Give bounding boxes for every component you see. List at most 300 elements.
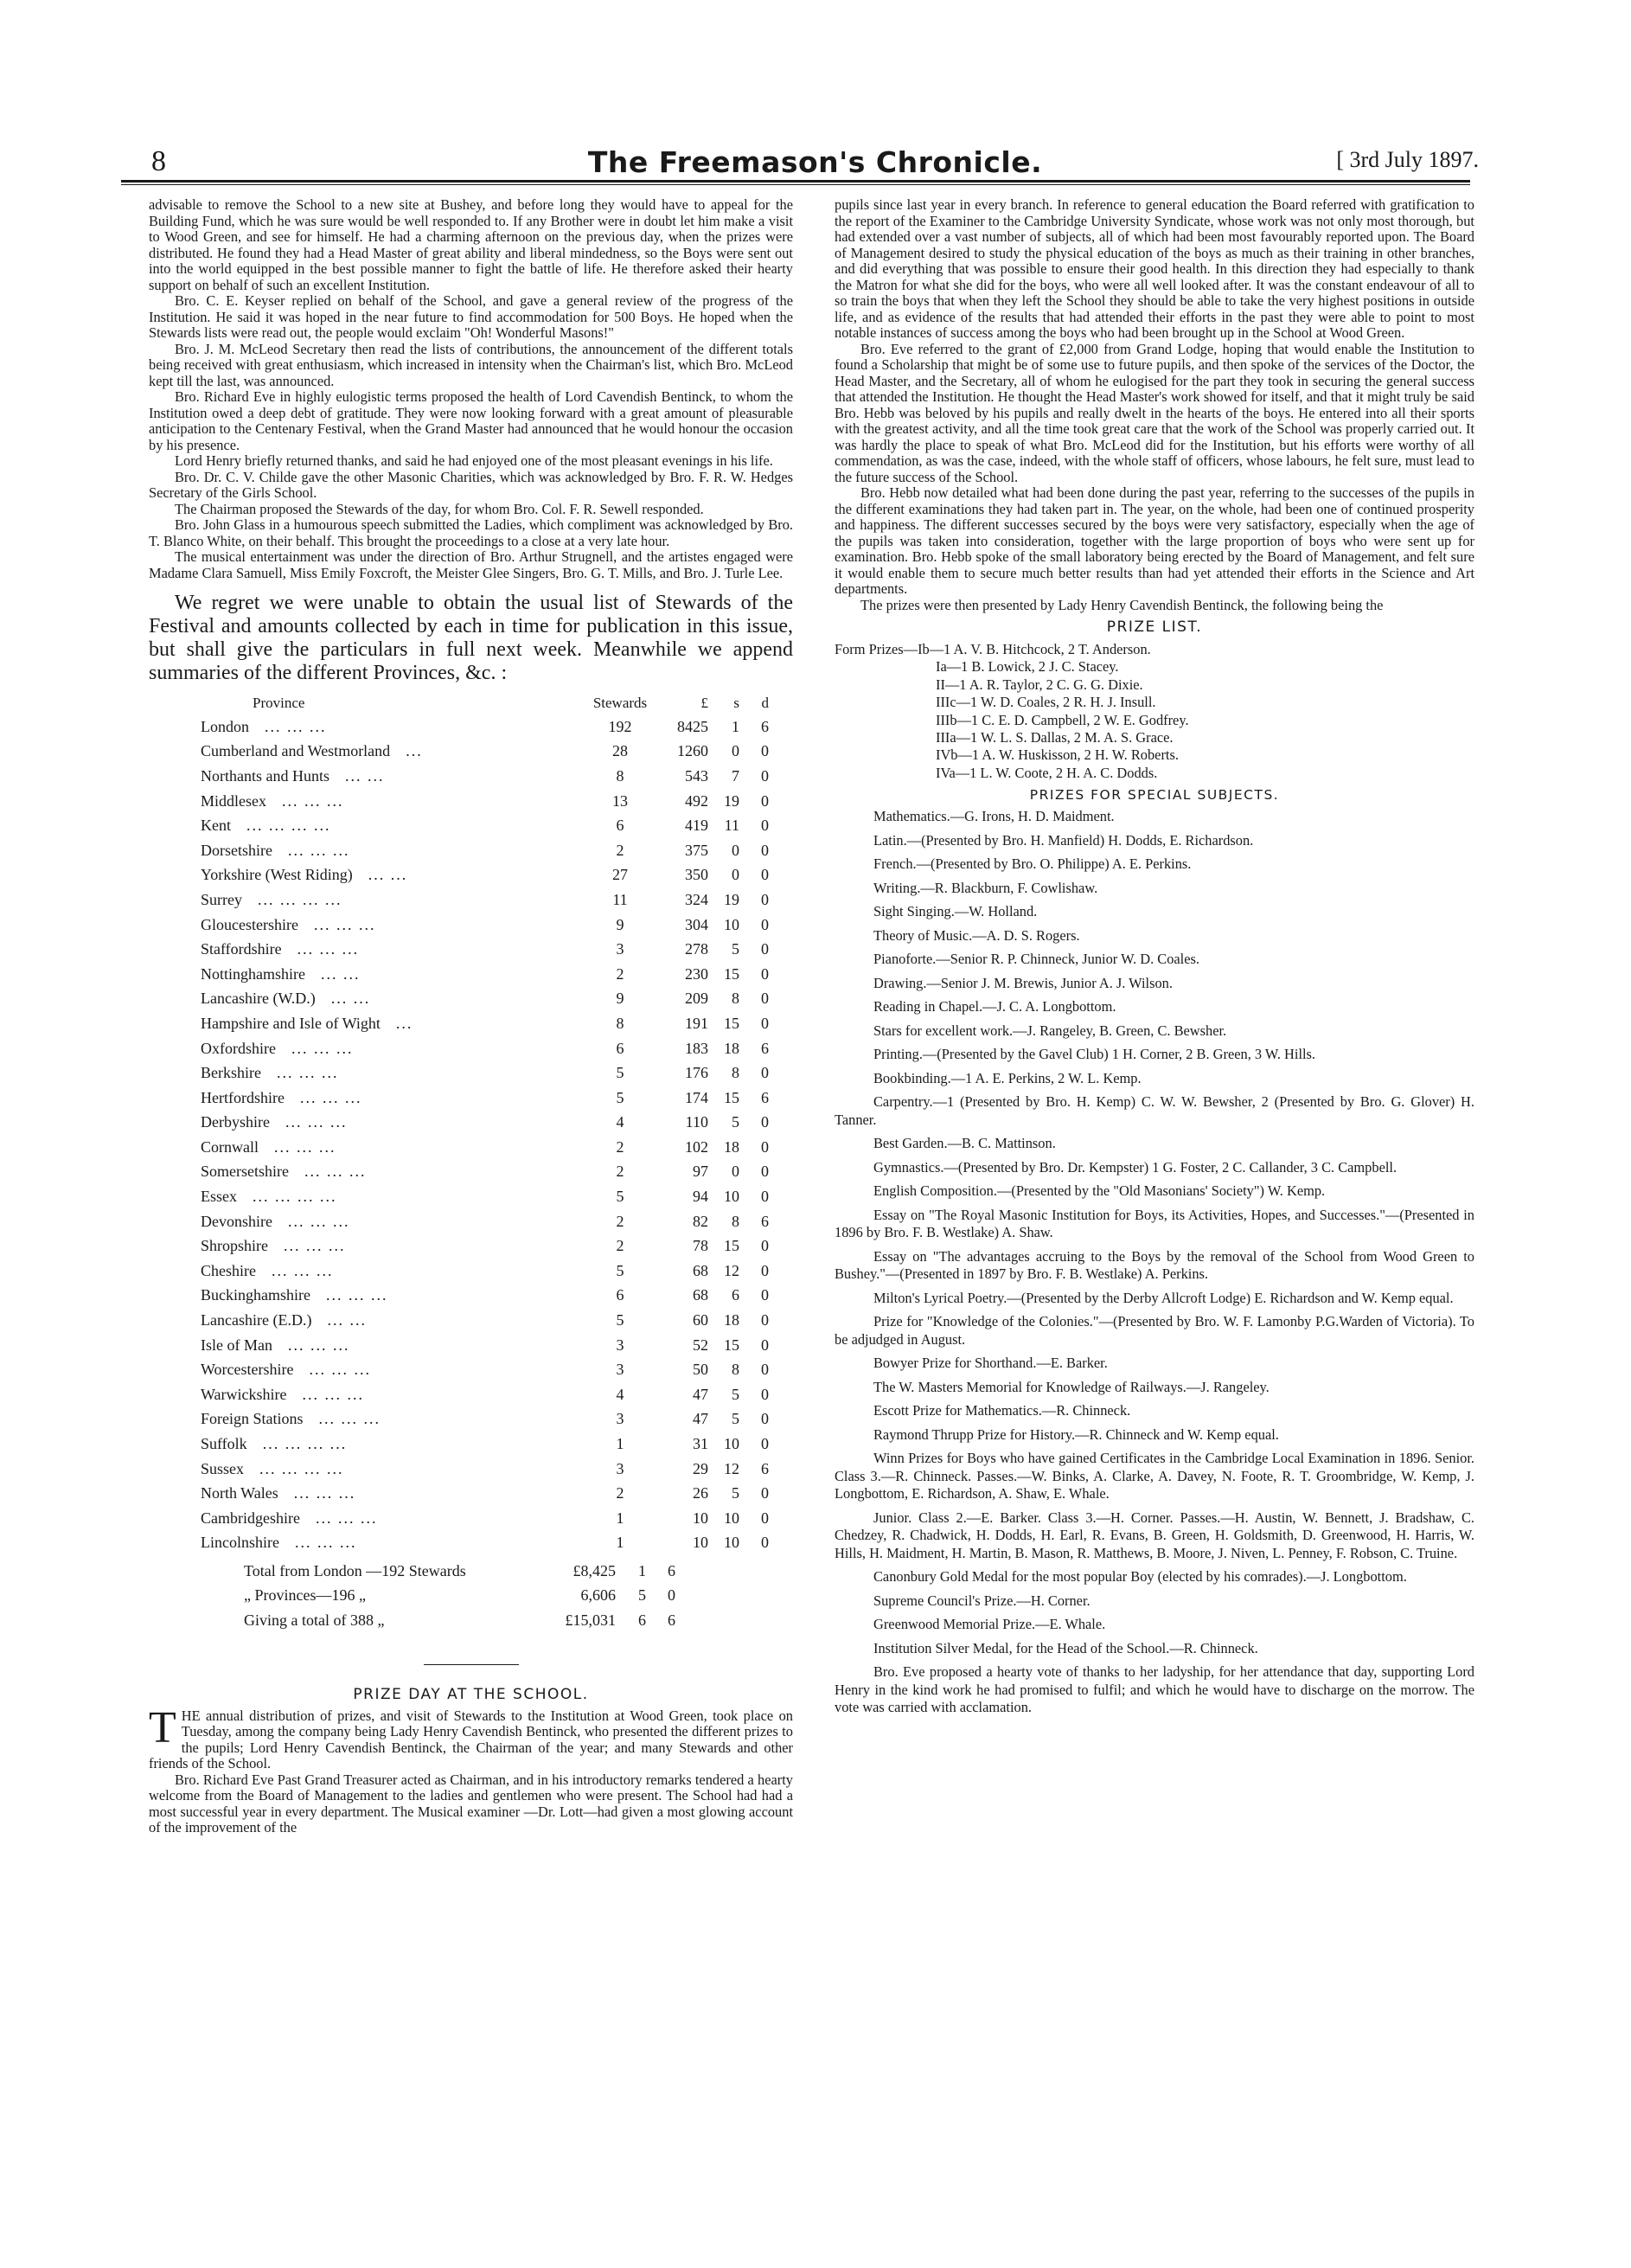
stewards-cell: 2 [616,1212,624,1230]
pence-cell: 0 [761,1113,769,1131]
drop-cap: T [149,1702,176,1752]
table-row [201,813,769,838]
prize-entry: Theory of Music.—A. D. S. Rogers. [873,926,1080,944]
prize-entry: Carpentry.—1 (Presented by Bro. H. Kemp) C. W. W. Bewsher, 2 (Presented by Bro. G. Glover) H. Tanner. [835,1093,1474,1128]
dot-leader: ... ... ... ... [246,817,331,835]
prize-line: Form Prizes—Ib—1 A. V. B. Hitchcock, 2 T. Anderson. [835,641,1151,657]
province-name: Somersetshire [201,1163,289,1181]
newspaper-title: The Freemason's Chronicle. [587,145,1043,179]
entry-gap [835,1396,1474,1402]
prize-entry: Bookbinding.—1 A. E. Perkins, 2 W. L. Kemp. [873,1069,1142,1086]
prize-entry: Bro. Eve proposed a hearty vote of thanks to her ladyship, for her attendance that day, supporting Lord Henry in the kind work he had promised to fulfil; and which he would have to discharge on the morrow. The vote was carried with acclamation. [835,1663,1474,1716]
province-cell [201,1506,577,1531]
totals-table [244,1559,675,1633]
prize-line: Ia—1 B. Lowick, 2 J. C. Stacey. [936,658,1119,676]
province-name: Surrey [201,890,242,908]
prize-entry: Sight Singing.—W. Holland. [873,903,1038,920]
pounds-cell: 8425 [677,717,708,735]
pounds-cell: 97 [693,1163,708,1181]
total-shillings: 6 [638,1611,646,1629]
entry-gap [835,1201,1474,1207]
province-cell [201,863,577,888]
total-pounds: 6,606 [580,1586,616,1605]
pounds-cell: 110 [685,1113,708,1131]
table-row [201,887,769,913]
page-number: 8 [151,145,166,177]
dot-leader: ... ... ... [271,1261,334,1279]
table-row [201,1531,769,1556]
table-row [201,1233,769,1259]
dot-leader: ... ... ... ... [262,1435,348,1453]
entry-gap [835,1153,1474,1159]
table-row [201,1457,769,1482]
province-cell [201,714,577,740]
entry-gap [835,1444,1474,1450]
article-paragraph [149,1702,793,1772]
pounds-cell: 304 [685,915,708,933]
dot-leader: ... ... ... [315,1509,378,1527]
shillings-cell: 19 [724,791,739,810]
pence-cell: 0 [761,1311,769,1329]
table-row [201,1036,769,1061]
stewards-cell: 1 [616,1534,624,1552]
prize-entry: Milton's Lyrical Poetry.—(Presented by the Derby Allcroft Lodge) E. Richardson and W. Kemp equal. [873,1289,1454,1306]
shillings-cell: 0 [732,742,739,760]
masthead [151,145,1479,182]
article-paragraph: Bro. Dr. C. V. Childe gave the other Masonic Charities, which was acknowledged by Bro. F. R. W. Hedges Secretary of the Girls School. [149,468,793,501]
entry-gap [835,1176,1474,1182]
province-cell [201,1407,577,1432]
dot-leader: ... ... ... [297,940,360,958]
pounds-cell: 191 [685,1014,708,1032]
header-pence: d [761,695,769,711]
province-name: Warwickshire [201,1385,287,1403]
stewards-cell: 2 [616,964,624,983]
province-name: Isle of Man [201,1336,272,1354]
province-cell [201,987,577,1012]
stewards-cell: 5 [616,1311,624,1329]
shillings-cell: 5 [732,1385,739,1403]
stewards-cell: 1 [616,1435,624,1453]
pence-cell: 0 [761,1188,769,1206]
pence-cell: 0 [761,1410,769,1428]
stewards-cell: 28 [612,742,628,760]
pence-cell: 0 [761,964,769,983]
entry-gap [835,1503,1474,1509]
province-cell [201,887,577,913]
province-name: Northants and Hunts [201,766,329,785]
table-row [201,740,769,765]
prize-list-heading: PRIZE LIST. [1106,618,1203,636]
table-row [201,1160,769,1185]
stewards-cell: 2 [616,1163,624,1181]
article-paragraph: The Chairman proposed the Stewards of the day, for whom Bro. Col. F. R. Sewell responded. [175,500,704,517]
dot-leader: ... ... ... [287,1336,350,1354]
shillings-cell: 15 [724,1336,739,1354]
pence-cell: 0 [761,890,769,908]
table-row [201,937,769,962]
prize-entry: Writing.—R. Blackburn, F. Cowlishaw. [873,879,1098,896]
table-row [201,1333,769,1358]
province-cell [201,740,577,765]
pounds-cell: 29 [693,1459,708,1477]
pence-cell: 0 [761,1137,769,1156]
prize-entry: Prize for "Knowledge of the Colonies."—(Presented by Bro. W. F. Lamonby P.G.Warden of Victoria). To be adjudged in August. [835,1313,1474,1348]
table-row [201,1259,769,1284]
province-cell [201,1308,577,1333]
shillings-cell: 15 [724,1237,739,1255]
pounds-cell: 50 [693,1361,708,1379]
pence-cell: 0 [761,1064,769,1082]
province-name: Kent [201,817,231,835]
province-cell [201,789,577,814]
pence-cell: 6 [761,1088,769,1106]
prize-entry: Greenwood Memorial Prize.—E. Whale. [873,1616,1106,1633]
section-divider [424,1664,519,1665]
total-label: „ Provinces—196 „ [244,1586,366,1605]
shillings-cell: 11 [724,817,739,835]
dot-leader: ... ... [320,964,361,983]
table-row [201,1111,769,1136]
pence-cell: 0 [761,1336,769,1354]
entry-gap [835,992,1474,998]
pounds-cell: 183 [685,1039,708,1057]
stewards-cell: 1 [616,1509,624,1527]
shillings-cell: 10 [724,1534,739,1552]
pence-cell: 0 [761,1014,769,1032]
table-row [201,1308,769,1333]
province-cell [201,1036,577,1061]
pence-cell: 0 [761,742,769,760]
pounds-cell: 68 [693,1261,708,1279]
total-pounds: £8,425 [572,1561,616,1579]
shillings-cell: 1 [732,717,739,735]
pounds-cell: 52 [693,1336,708,1354]
province-name: Dorsetshire [201,841,272,859]
province-name: Oxfordshire [201,1039,276,1057]
article-paragraph: Bro. Hebb now detailed what had been done during the past year, referring to the successes of the pupils in the different examinations they had taken part in. The year, on the whole, had been one of continued prosperity and happiness. The different successes secured by the boys were very satisfactory, especially when the age of the pupils was taken into consideration, together with the large proportion of boys who were sent up for examination. Bro. Hebb spoke of the small laboratory being erected by the Board of Management, and felt sure it would enable them to secure much better results than had yet attended their efforts in the Science and Art departments. [835,484,1474,597]
province-name: Cornwall [201,1137,259,1156]
province-cell [201,1284,577,1309]
article-paragraph: Bro. Richard Eve in highly eulogistic terms proposed the health of Lord Cavendish Bentinck, to whom the Institution owed a deep debt of gratitude. They were now looking forward with a great amount of pleasurable anticipation to the Centenary Festival, when the Grand Master had announced that he would honour the occasion by his presence. [149,388,793,453]
table-row [201,987,769,1012]
table-row [201,1086,769,1111]
shillings-cell: 15 [724,1088,739,1106]
table-header-row [201,692,769,714]
pence-cell: 0 [761,1361,769,1379]
province-name: Essex [201,1188,237,1206]
stewards-cell: 9 [616,990,624,1008]
entry-gap [835,1634,1474,1640]
pounds-cell: 492 [685,791,708,810]
province-cell [201,1357,577,1382]
prize-entry: Latin.—(Presented by Bro. H. Manfield) H. Dodds, E. Richardson. [873,831,1254,849]
dot-leader: ... ... [330,990,371,1008]
entry-gap [835,945,1474,951]
prize-entry: Essay on "The advantages accruing to the Boys by the removal of the School from Wood Green to Bushey."—(Presented in 1897 by Bro. F. B. Westlake) A. Perkins. [835,1247,1474,1283]
shillings-cell: 19 [724,890,739,908]
masthead-rule-thin [121,184,1470,185]
shillings-cell: 5 [732,1113,739,1131]
stewards-cell: 3 [616,1336,624,1354]
stewards-cell: 13 [612,791,628,810]
province-cell [201,1432,577,1457]
shillings-cell: 5 [732,940,739,958]
dot-leader: ... ... ... ... [259,1459,344,1477]
shillings-cell: 12 [724,1459,739,1477]
table-row [201,1407,769,1432]
stewards-cell: 6 [616,1039,624,1057]
article-paragraph: Bro. Richard Eve Past Grand Treasurer acted as Chairman, and in his introductory remarks tendered a hearty welcome from the Board of Management to the ladies and gentlemen who were present. The School had had a most successful year in every department. The Musical examiner —Dr. Lott—had given a most glowing account of the improvement of the [149,1771,793,1836]
pence-cell: 0 [761,1534,769,1552]
table-row [201,1209,769,1234]
pence-cell: 0 [761,791,769,810]
shillings-cell: 8 [732,1064,739,1082]
prize-entry: Raymond Thrupp Prize for History.—R. Chinneck and W. Kemp equal. [873,1426,1279,1443]
pence-cell: 6 [761,717,769,735]
dot-leader: ... ... ... [309,1361,371,1379]
dot-leader: ... ... ... ... [253,1188,337,1206]
entry-gap [835,874,1474,880]
dot-leader: ... ... ... [293,1484,356,1502]
prize-entry: Printing.—(Presented by the Gavel Club) 1 H. Corner, 2 B. Green, 3 W. Hills. [873,1046,1316,1063]
dot-leader: ... ... ... ... [258,890,342,908]
province-cell [201,1333,577,1358]
table-row [201,1011,769,1036]
dot-leader: ... ... ... [287,841,350,859]
pounds-cell: 47 [693,1410,708,1428]
dot-leader: ... [406,742,423,760]
prize-entry: Junior. Class 2.—E. Barker. Class 3.—H. Corner. Passes.—H. Austin, W. Bennett, J. Bradshaw, C. Chedzey, R. Chadwick, H. Dodds, H. Earl, R. Evans, B. Green, H. Goldsmith, D. Greenwood, H. Harris, W. Hills, H. Maidment, H. Martin, B. Mason, R. Matthews, B. Moore, J. Niven, L. Penney, F. Robson, C. Truine. [835,1509,1474,1561]
province-cell [201,1086,577,1111]
prize-entry: Pianoforte.—Senior R. P. Chinneck, Junior W. D. Coales. [873,951,1199,968]
total-shillings: 1 [638,1561,646,1579]
paragraph-text: HE annual distribution of prizes, and visit of Stewards to the Institution at Wood Green, took place on Tuesday, among the company being Lady Henry Cavendish Bentinck, who presented the different prizes to the pupils; Lord Henry Cavendish Bentinck, the Chairman of the year; and many Stewards and other friends of the School. [149,1707,793,1772]
dot-leader: ... ... ... [313,915,376,933]
pence-cell: 0 [761,940,769,958]
prize-entry: Mathematics.—G. Irons, H. D. Maidment. [873,808,1115,825]
masthead-rule [121,180,1470,183]
article-paragraph: advisable to remove the School to a new site at Bushey, and before long they would have to appeal for the Building Fund, which he was sure would be well responded to. If any Brother were in doubt let him make a visit to Wood Green, and see for himself. He had a charming afternoon on the previous day, when the prizes were distributed. He found they had a Head Master of great ability and liberal mindedness, so the Boys were sent out into the world equipped in the best possible manner to fight the battle of life. He therefore asked their hearty support on behalf of such an excellent Institution. [149,196,793,293]
stewards-cell: 4 [616,1385,624,1403]
pence-cell: 0 [761,990,769,1008]
prize-line: IIIb—1 C. E. D. Campbell, 2 W. E. Godfrey. [936,711,1189,728]
table-row [201,838,769,863]
pence-cell: 0 [761,841,769,859]
prize-entry: English Composition.—(Presented by the "Old Masonians' Society") W. Kemp. [873,1182,1326,1200]
stewards-cell: 2 [616,1237,624,1255]
table-row [201,913,769,938]
province-cell [201,913,577,938]
form-prizes [835,641,1474,782]
pounds-cell: 375 [685,841,708,859]
stewards-cell: 6 [616,817,624,835]
pence-cell: 0 [761,1286,769,1304]
dot-leader: ... ... ... [282,791,344,810]
shillings-cell: 5 [732,1484,739,1502]
dot-leader: ... ... [368,866,408,884]
pence-cell: 0 [761,1385,769,1403]
pounds-cell: 278 [685,940,708,958]
shillings-cell: 10 [724,1188,739,1206]
prize-entry: Drawing.—Senior J. M. Brewis, Junior A. J. Wilson. [873,974,1173,991]
table-row [201,764,769,789]
province-name: London [201,717,249,735]
pence-cell: 0 [761,1509,769,1527]
pounds-cell: 82 [693,1212,708,1230]
prize-entry: Essay on "The Royal Masonic Institution for Boys, its Activities, Hopes, and Successes."—(Presented in 1896 by Bro. F. B. Westlake) A. Shaw. [835,1206,1474,1241]
shillings-cell: 8 [732,1361,739,1379]
entry-gap [835,849,1474,855]
stewards-cell: 4 [616,1113,624,1131]
stewards-cell: 5 [616,1088,624,1106]
province-cell [201,1531,577,1556]
entry-gap [835,897,1474,903]
total-pounds: £15,031 [565,1611,616,1629]
pence-cell: 6 [761,1212,769,1230]
prize-line: IIIc—1 W. D. Coales, 2 R. H. J. Insull. [936,694,1156,711]
dot-leader: ... ... ... [274,1137,336,1156]
stewards-cell: 3 [616,1459,624,1477]
dot-leader: ... ... [344,766,385,785]
stewards-cell: 9 [616,915,624,933]
table-row [201,714,769,740]
dot-leader: ... ... ... [265,717,327,735]
province-name: Derbyshire [201,1113,270,1131]
stewards-cell: 3 [616,940,624,958]
pence-cell: 0 [761,1484,769,1502]
shillings-cell: 0 [732,866,739,884]
prize-entry: Best Garden.—B. C. Mattinson. [873,1135,1056,1152]
shillings-cell: 5 [732,1410,739,1428]
pounds-cell: 419 [685,817,708,835]
province-cell [201,1184,577,1209]
stewards-table [201,692,769,1555]
prize-line: IVb—1 A. W. Huskisson, 2 H. W. Roberts. [936,746,1179,764]
stewards-cell: 6 [616,1286,624,1304]
stewards-cell: 192 [608,717,632,735]
province-cell [201,1060,577,1086]
article-paragraph: Bro. Eve referred to the grant of £2,000 from Grand Lodge, hoping that would enable the Institution to found a Scholarship that might be of some use to future pupils, and then spoke of the services of the Doctor, the Head Master, and the Secretary, all of whom he eulogised for the part they took in securing the general success that attended the Institution. He thought the Head Master's work showed for itself, and that it might truly be said Bro. Hebb was beloved by his pupils and really dwelt in the hearts of the boys. He entered into all their sports with the greatest activity, and all the time took great care that the work of the School was properly carried out. It was hardly the place to speak of what Bro. McLeod did for the Institution, but his efforts were worthy of all commendation, as was the case, indeed, with the whole staff of officers, whose labours, he felt sure, must lead to the future success of the School. [835,340,1474,485]
issue-date: [ 3rd July 1897. [1336,147,1479,172]
shillings-cell: 7 [732,766,739,785]
stewards-cell: 2 [616,1137,624,1156]
entry-gap [835,1610,1474,1616]
article-paragraph: The musical entertainment was under the direction of Bro. Arthur Strugnell, and the artistes engaged were Madame Clara Samuell, Miss Emily Foxcroft, the Meister Glee Singers, Bro. G. T. Mills, and Bro. J. Turle Lee. [149,548,793,581]
entry-gap [835,1562,1474,1568]
province-cell [201,1209,577,1234]
province-cell [201,838,577,863]
editorial-notice: We regret we were unable to obtain the usual list of Stewards of the Festival and amounts collected by each in time for publication in this issue, but shall give the particulars in full next week. Meanwhile we append summaries of the different Provinces, &c. : [149,592,793,684]
table-row [201,1481,769,1506]
stewards-cell: 3 [616,1361,624,1379]
right-column [835,197,1474,1717]
header-stewards: Stewards [592,695,648,711]
entry-gap [835,1087,1474,1093]
table-row [201,1432,769,1457]
province-cell [201,1382,577,1407]
dot-leader: ... ... ... [304,1163,367,1181]
province-name: Gloucestershire [201,915,298,933]
pence-cell: 0 [761,1261,769,1279]
special-prizes-heading: PRIZES FOR SPECIAL SUBJECTS. [1029,787,1280,804]
province-name: Yorkshire (West Riding) [201,866,353,884]
dot-leader: ... ... ... [294,1534,357,1552]
pounds-cell: 60 [693,1311,708,1329]
table-row [201,962,769,987]
pounds-cell: 10 [693,1534,708,1552]
table-row [201,1184,769,1209]
province-name: Buckinghamshire [201,1286,310,1304]
province-name: Lancashire (E.D.) [201,1311,312,1329]
province-cell [201,1011,577,1036]
pence-cell: 0 [761,1163,769,1181]
province-cell [201,1111,577,1136]
prize-entry: French.—(Presented by Bro. O. Philippe) A. E. Perkins. [873,855,1192,873]
total-label: Total from London —192 Stewards [244,1561,466,1579]
prize-entry: Gymnastics.—(Presented by Bro. Dr. Kempster) 1 G. Foster, 2 C. Callander, 3 C. Campbell. [873,1158,1398,1176]
stewards-cell: 11 [612,890,628,908]
article-paragraph: Bro. J. M. McLeod Secretary then read the lists of contributions, the announcement of the different totals being received with great enthusiasm, which increased in intensity when the Chairman's list, which Bro. McLeod kept till the last, was announced. [149,340,793,389]
dot-leader: ... ... ... [318,1410,381,1428]
province-cell [201,764,577,789]
prize-entry: Bowyer Prize for Shorthand.—E. Barker. [873,1355,1108,1372]
entry-gap [835,921,1474,927]
shillings-cell: 12 [724,1261,739,1279]
pounds-cell: 543 [685,766,708,785]
shillings-cell: 18 [724,1311,739,1329]
table-row [201,1284,769,1309]
province-name: Cumberland and Westmorland [201,742,391,760]
shillings-cell: 8 [732,1212,739,1230]
pence-cell: 0 [761,817,769,835]
entry-gap [835,1657,1474,1663]
entry-gap [835,1064,1474,1070]
entry-gap [835,969,1474,975]
pounds-cell: 68 [693,1286,708,1304]
province-name: Cambridgeshire [201,1509,300,1527]
pounds-cell: 94 [693,1188,708,1206]
shillings-cell: 10 [724,1435,739,1453]
entry-gap [835,1284,1474,1290]
dot-leader: ... ... ... [302,1385,365,1403]
prize-day-heading: PRIZE DAY AT THE SCHOOL. [353,1685,589,1703]
province-cell [201,1457,577,1482]
table-row [201,1506,769,1531]
province-name: Hampshire and Isle of Wight [201,1014,381,1032]
stewards-cell: 5 [616,1261,624,1279]
stewards-cell: 8 [616,1014,624,1032]
prize-entry: The W. Masters Memorial for Knowledge of Railways.—J. Rangeley. [873,1378,1270,1395]
province-name: Staffordshire [201,940,282,958]
dot-leader: ... ... ... [325,1286,388,1304]
prize-entry: Institution Silver Medal, for the Head of the School.—R. Chinneck. [873,1639,1258,1656]
prize-line: IVa—1 L. W. Coote, 2 H. A. C. Dodds. [936,764,1158,781]
total-row [244,1608,675,1633]
pence-cell: 6 [761,1039,769,1057]
header-province: Province [253,695,305,711]
province-name: Hertfordshire [201,1088,285,1106]
province-cell [201,1135,577,1160]
dot-leader: ... ... ... [285,1113,348,1131]
pounds-cell: 350 [685,866,708,884]
prize-entry: Canonbury Gold Medal for the most popular Boy (elected by his comrades).—J. Longbottom. [873,1568,1407,1586]
shillings-cell: 15 [724,964,739,983]
province-name: Lancashire (W.D.) [201,990,316,1008]
total-row [244,1584,675,1609]
province-name: Suffolk [201,1435,247,1453]
province-name: Devonshire [201,1212,272,1230]
